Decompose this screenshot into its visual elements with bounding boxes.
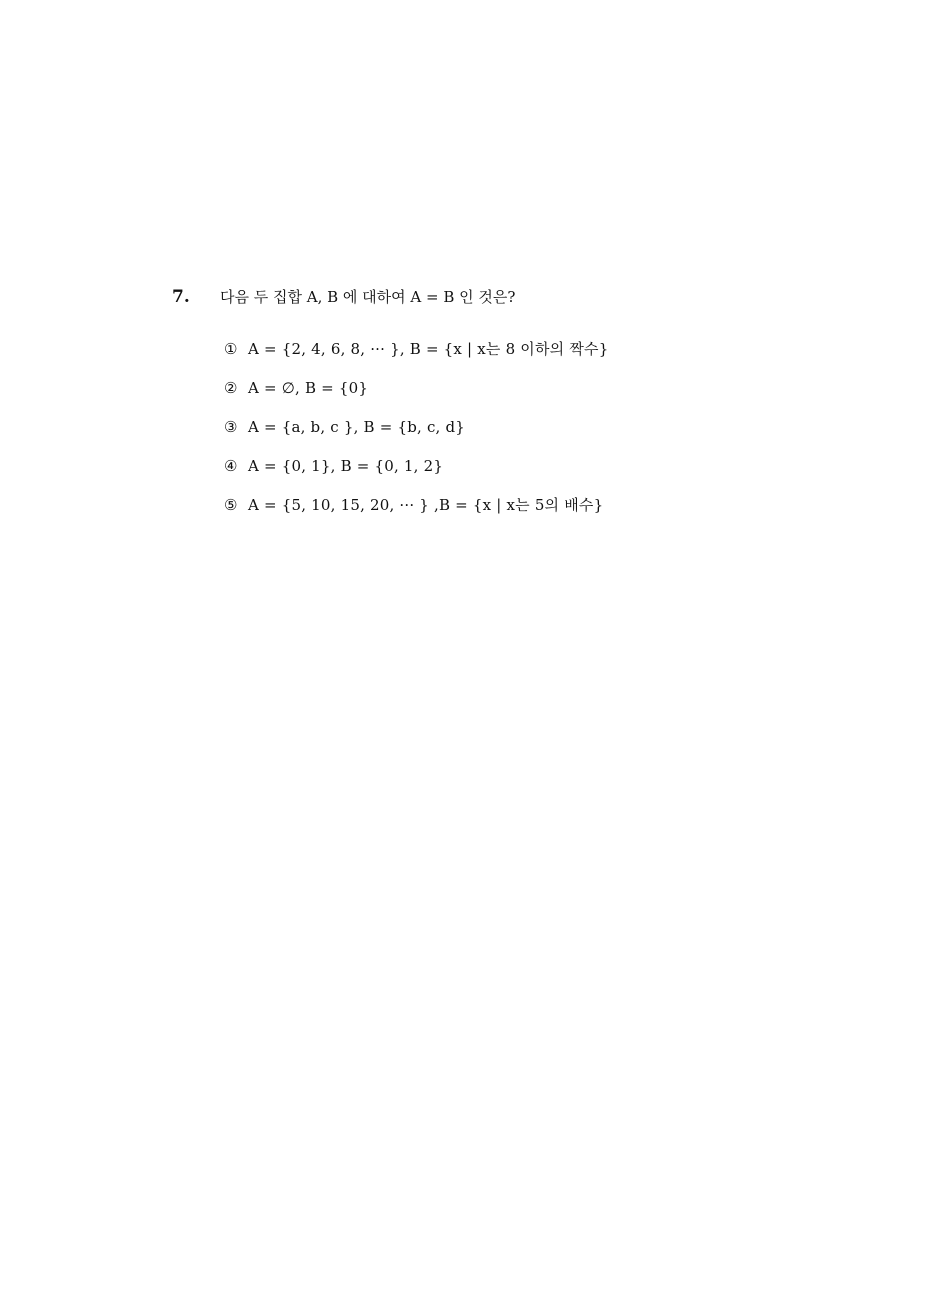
choice-text: A = {2, 4, 6, 8, ··· }, B = {x | x는 8 이하의 짝수} — [248, 340, 609, 358]
choice-5[interactable] — [224, 494, 824, 533]
choice-marker: ① — [224, 340, 238, 358]
choice-marker: ② — [224, 379, 238, 397]
choice-3[interactable] — [224, 416, 824, 455]
choice-text: A = {a, b, c }, B = {b, c, d} — [248, 418, 466, 436]
choice-text: A = {5, 10, 15, 20, ··· } ,B = {x | x는 5의 배수} — [248, 496, 604, 514]
choice-marker: ④ — [224, 457, 238, 475]
choice-2[interactable] — [224, 377, 824, 416]
choice-text: A = {0, 1}, B = {0, 1, 2} — [248, 457, 444, 475]
choice-4[interactable] — [224, 455, 824, 494]
choice-text: A = ∅, B = {0} — [248, 379, 369, 397]
choice-marker: ③ — [224, 418, 238, 436]
choice-1[interactable] — [224, 338, 824, 377]
question-number: 7. — [172, 287, 190, 307]
question-stem: 다음 두 집합 A, B 에 대하여 A = B 인 것은? — [220, 288, 516, 306]
choice-marker: ⑤ — [224, 496, 238, 514]
answer-choices — [224, 338, 824, 533]
